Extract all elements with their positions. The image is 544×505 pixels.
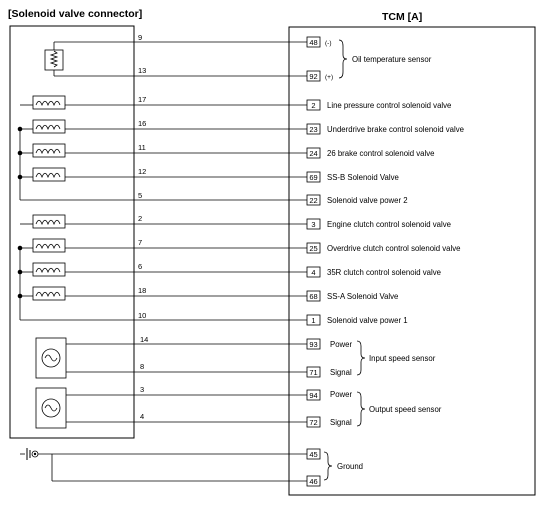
solenoid-coil-icon (33, 263, 65, 276)
wire-pin-label: 6 (138, 262, 143, 271)
signal-label: Signal (330, 418, 352, 427)
tcm-pin-number: 68 (309, 292, 318, 301)
solenoid-row (20, 119, 464, 134)
solenoid-coil-icon (33, 144, 65, 157)
solenoid-valve-label: Line pressure control solenoid valve (327, 101, 452, 110)
solenoid-row (20, 214, 451, 229)
ground-label: Ground (337, 462, 364, 471)
tcm-box (289, 27, 535, 495)
wire-pin-label: 13 (138, 66, 147, 75)
output-speed-sensor (36, 385, 442, 428)
tcm-pin-number: 45 (309, 450, 318, 459)
input-speed-sensor (36, 335, 436, 378)
connector-title: [Solenoid valve connector] (8, 8, 143, 20)
tcm-pin-number: 24 (309, 149, 318, 158)
wire-pin-label: 17 (138, 95, 147, 104)
tcm-pin-number: 46 (309, 477, 318, 486)
tcm-pin-number: 92 (309, 72, 318, 81)
tcm-pin-number: 25 (309, 244, 318, 253)
solenoid-row (20, 143, 435, 158)
polarity-positive: (+) (325, 74, 334, 81)
solenoid-coil-icon (33, 215, 65, 228)
ground-connector-icon (20, 448, 38, 460)
wire-pin-label: 14 (140, 335, 149, 344)
solenoid-connector-box (10, 26, 134, 438)
tcm-pin-number: 2 (311, 101, 316, 110)
solenoid-group-1 (18, 127, 408, 205)
power-label: Power (330, 340, 353, 349)
tcm-pin-number: 3 (311, 220, 316, 229)
signal-label: Signal (330, 368, 352, 377)
solenoid-coil-icon (33, 120, 65, 133)
input-speed-sensor-label: Input speed sensor (369, 354, 436, 363)
wire-pin-label: 10 (138, 311, 147, 320)
tcm-pin-number: 69 (309, 173, 318, 182)
solenoid-power-1-label: Solenoid valve power 1 (327, 316, 408, 325)
wire-pin-label: 2 (138, 214, 143, 223)
oil-temperature-sensor-label: Oil temperature sensor (352, 55, 432, 64)
wire-pin-label: 7 (138, 238, 143, 247)
tcm-title: TCM [A] (382, 11, 423, 23)
tcm-pin-number: 1 (311, 316, 316, 325)
wire-pin-label: 3 (140, 385, 145, 394)
solenoid-valve-label: Underdrive brake control solenoid valve (327, 125, 464, 134)
tcm-pin-number: 23 (309, 125, 318, 134)
solenoid-valve-label: SS-A Solenoid Valve (327, 292, 399, 301)
solenoid-row (20, 167, 399, 182)
solenoid-coil-icon (33, 168, 65, 181)
solenoid-row (20, 262, 441, 277)
polarity-negative: (-) (325, 40, 332, 47)
solenoid-row (20, 95, 451, 110)
wire-pin-label: 12 (138, 167, 147, 176)
tcm-pin-number: 93 (309, 340, 318, 349)
brace-icon (357, 392, 365, 426)
solenoid-valve-label: Overdrive clutch control solenoid valve (327, 244, 461, 253)
solenoid-valve-label: 26 brake control solenoid valve (327, 149, 435, 158)
solenoid-valve-label: SS-B Solenoid Valve (327, 173, 399, 182)
brace-icon (324, 452, 332, 480)
solenoid-row (20, 286, 398, 301)
tcm-pin-number: 48 (309, 38, 318, 47)
wire-pin-label: 16 (138, 119, 147, 128)
solenoid-group-2 (18, 246, 408, 325)
solenoid-coil-icon (33, 96, 65, 109)
solenoid-row (20, 238, 460, 253)
tcm-pin-number: 4 (311, 268, 316, 277)
oil-temperature-sensor (45, 33, 432, 81)
solenoid-coil-icon (33, 287, 65, 300)
wire-pin-label: 18 (138, 286, 147, 295)
tcm-pin-number: 94 (309, 391, 318, 400)
wire-pin-label: 5 (138, 191, 143, 200)
tcm-pin-number: 71 (309, 368, 318, 377)
solenoid-coil-icon (33, 239, 65, 252)
output-speed-sensor-label: Output speed sensor (369, 405, 442, 414)
brace-icon (357, 341, 365, 375)
ground-circuit (20, 448, 363, 486)
tcm-pin-number: 22 (309, 196, 318, 205)
solenoid-valve-label: 35R clutch control solenoid valve (327, 268, 441, 277)
solenoid-power-2-label: Solenoid valve power 2 (327, 196, 408, 205)
brace-icon (339, 40, 347, 78)
solenoid-valve-label: Engine clutch control solenoid valve (327, 220, 451, 229)
wire-pin-label: 9 (138, 33, 143, 42)
power-label: Power (330, 390, 353, 399)
tcm-pin-number: 72 (309, 418, 318, 427)
wire-pin-label: 4 (140, 412, 145, 421)
wire-pin-label: 8 (140, 362, 145, 371)
wire-pin-label: 11 (138, 143, 146, 152)
